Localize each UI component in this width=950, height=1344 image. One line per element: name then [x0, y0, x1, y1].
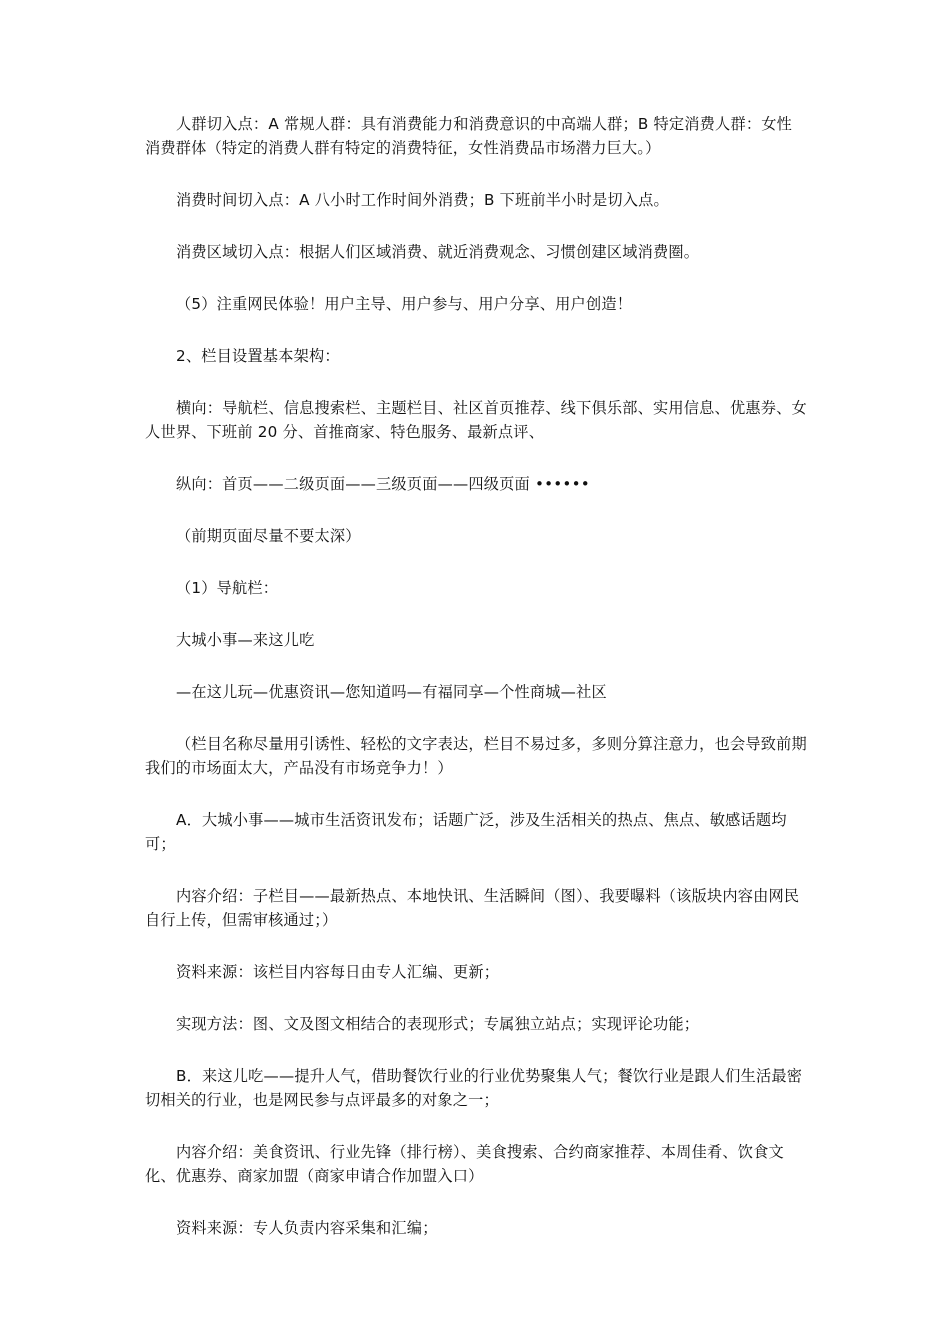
- paragraph-section-a-source: 资料来源：该栏目内容每日由专人汇编、更新；: [176, 963, 500, 981]
- paragraph-section-a-content: 内容介绍：子栏目——最新热点、本地快讯、生活瞬间（图）、我要曝料（该版块内容由网民自行上传，但需审核通过；）: [145, 887, 800, 929]
- document-body: [145, 112, 807, 1268]
- paragraph-section-b-source: 资料来源：专人负责内容采集和汇编；: [176, 1219, 438, 1237]
- section-heading-navigation: （1）导航栏：: [176, 579, 279, 597]
- paragraph-section-b-content: 内容介绍：美食资讯、行业先锋（排行榜）、美食搜索、合约商家推荐、本周佳肴、饮食文化、优惠券、商家加盟（商家申请合作加盟入口）: [145, 1143, 784, 1185]
- paragraph-navigation-line-2: —在这儿玩—优惠资讯—您知道吗—有福同享—个性商城—社区: [176, 683, 607, 701]
- paragraph-consumption-time: 消费时间切入点：A 八小时工作时间外消费；B 下班前半小时是切入点。: [176, 191, 669, 209]
- paragraph-section-a-method: 实现方法：图、文及图文相结合的表现形式；专属独立站点；实现评论功能；: [176, 1015, 700, 1033]
- paragraph-navigation-line-1: 大城小事—来这儿吃: [176, 631, 315, 649]
- paragraph-column-naming-note: （栏目名称尽量用引诱性、轻松的文字表达，栏目不易过多，多则分算注意力，也会导致前期我们的市场面太大，产品没有市场竞争力！）: [145, 735, 807, 777]
- paragraph-consumption-area: 消费区域切入点：根据人们区域消费、就近消费观念、习惯创建区域消费圈。: [176, 243, 700, 261]
- paragraph-horizontal-structure: 横向：导航栏、信息搜索栏、主题栏目、社区首页推荐、线下俱乐部、实用信息、优惠券、女人世界、下班前 20 分、首推商家、特色服务、最新点评、: [145, 399, 807, 441]
- paragraph-page-depth-note: （前期页面尽量不要太深）: [176, 527, 361, 545]
- section-heading-column-structure: 2、栏目设置基本架构：: [176, 347, 340, 365]
- paragraph-target-audience: 人群切入点：A 常规人群：具有消费能力和消费意识的中高端人群；B 特定消费人群：女性消费群体（特定的消费人群有特定的消费特征，女性消费品市场潜力巨大。）: [145, 115, 792, 157]
- paragraph-section-b-title: B．来这儿吃——提升人气，借助餐饮行业的行业优势聚集人气；餐饮行业是跟人们生活最密切相关的行业，也是网民参与点评最多的对象之一；: [145, 1067, 803, 1109]
- paragraph-user-experience: （5）注重网民体验！用户主导、用户参与、用户分享、用户创造！: [176, 295, 633, 313]
- paragraph-vertical-structure: 纵向：首页——二级页面——三级页面——四级页面 ••••••: [176, 475, 590, 493]
- paragraph-section-a-title: A．大城小事——城市生活资讯发布；话题广泛，涉及生活相关的热点、焦点、敏感话题均可；: [145, 811, 787, 853]
